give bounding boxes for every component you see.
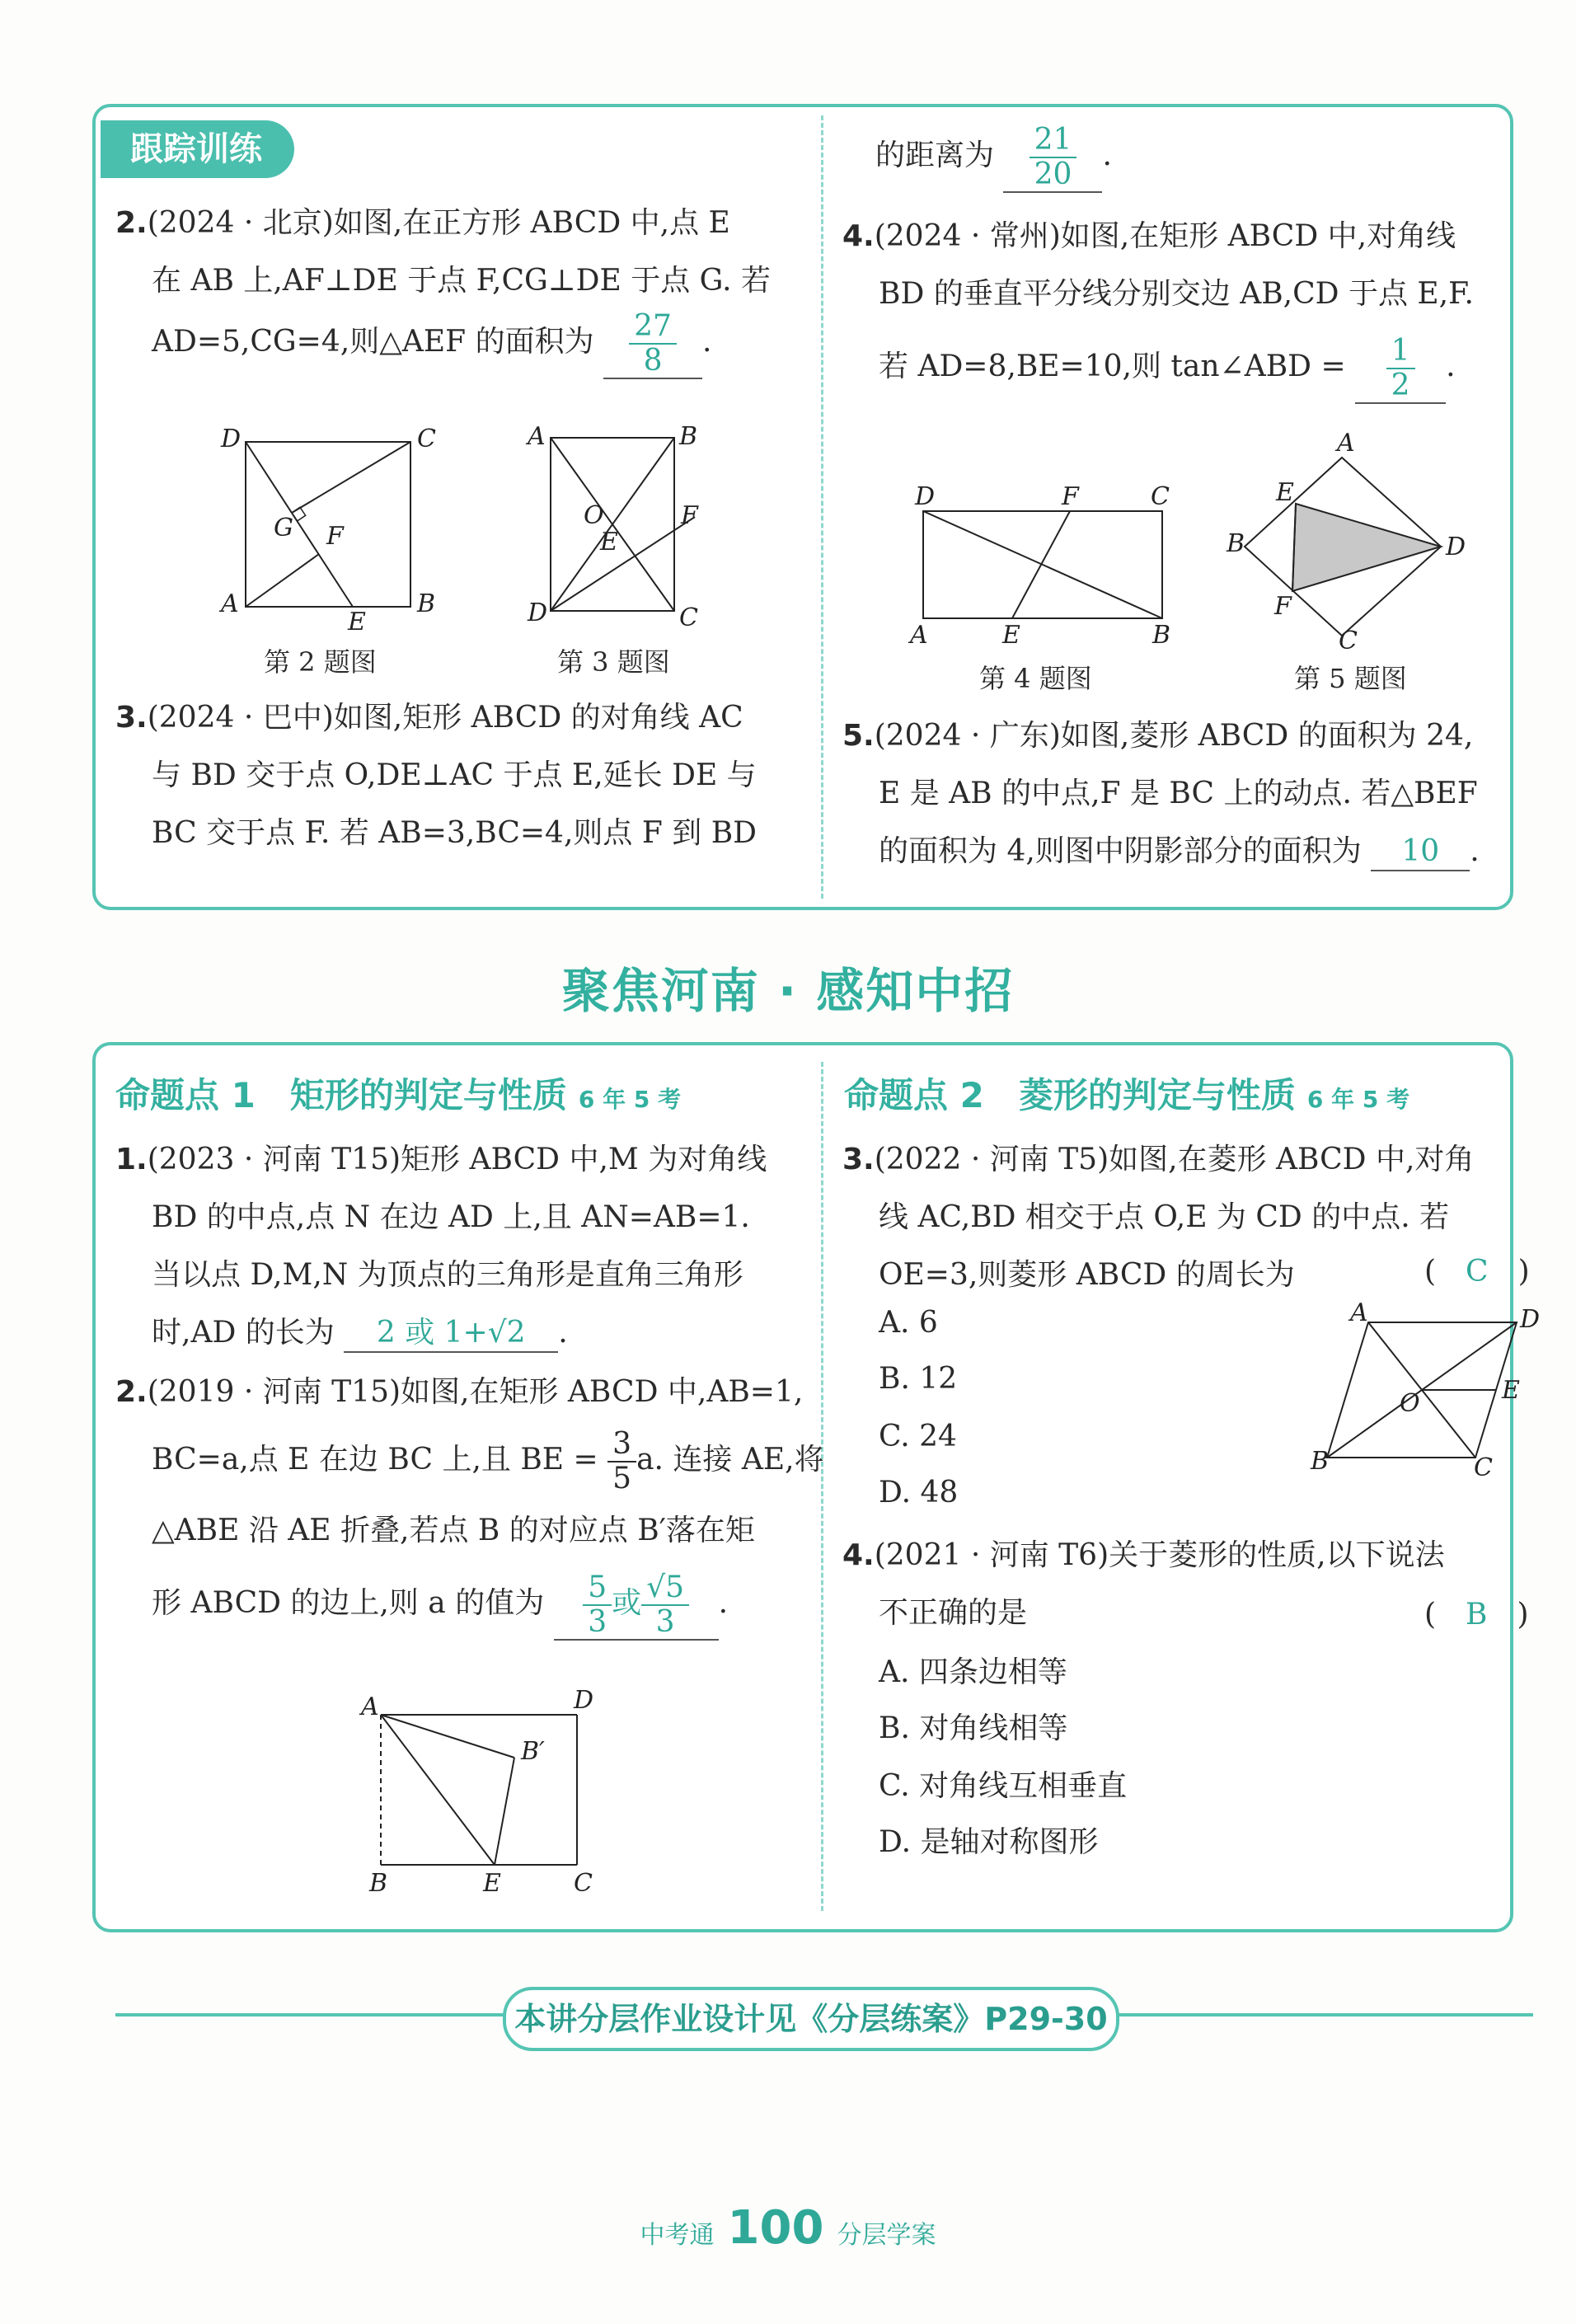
figure-3 bbox=[518, 416, 715, 635]
section-title: 聚焦河南 · 感知中招 bbox=[561, 963, 1015, 1019]
henan-q4-answer: ( B ) bbox=[1424, 1598, 1529, 1631]
henan-question-3: 3.(2022 · 河南 T5)如图,在菱形 ABCD 中,对角 线 AC,BD 相交于点 O,E 为 CD 的中点. 若 OE=3,则菱形 ABCD 的周长为 bbox=[842, 1143, 1475, 1292]
figure-3-caption: 第 3 题图 bbox=[557, 646, 670, 678]
figure-5 bbox=[1227, 429, 1474, 655]
henan-q3-option-a: A. 6 bbox=[879, 1306, 938, 1340]
svg-text:O: O bbox=[584, 501, 604, 530]
svg-text:B: B bbox=[1152, 621, 1171, 650]
henan-q3-option-d: D. 48 bbox=[879, 1476, 959, 1509]
henan-q4-option-d: D. 是轴对称图形 bbox=[879, 1825, 1099, 1859]
svg-text:C: C bbox=[1339, 627, 1358, 655]
svg-text:D: D bbox=[221, 425, 242, 453]
svg-text:C: C bbox=[679, 603, 698, 632]
homework-note: 本讲分层作业设计见《分层练案》P29-30 bbox=[503, 1987, 1119, 2051]
svg-text:B: B bbox=[679, 422, 698, 451]
svg-text:G: G bbox=[274, 514, 293, 542]
henan-q4-option-c: C. 对角线互相垂直 bbox=[879, 1769, 1128, 1803]
svg-text:C: C bbox=[1151, 482, 1170, 511]
henan-question-2: 2.(2019 · 河南 T15)如图,在矩形 ABCD 中,AB=1, BC=a,点 E 在边 BC 上,且 BE = $\frac{3}{5}$ a. 连接 AE,将 △ABE 沿 AE 折叠,若点 B 的对应点 B′落在矩 形 ABCD 的边上,则 a 的值为 $\frac{5}{3}$ 或 $\frac{√5}{3}$ . bbox=[115, 1375, 824, 1639]
svg-text:B: B bbox=[417, 589, 436, 618]
svg-text:D: D bbox=[915, 482, 936, 511]
svg-text:A: A bbox=[1350, 1298, 1368, 1327]
question-number: 2. bbox=[115, 1375, 148, 1409]
figure-henan-3 bbox=[1311, 1298, 1541, 1482]
svg-text:C: C bbox=[574, 1869, 593, 1898]
figure-4-caption: 第 4 题图 bbox=[979, 663, 1092, 694]
svg-text:E: E bbox=[1002, 621, 1020, 650]
question-3-continued: 的距离为 $\frac{21}{20}$ . bbox=[875, 123, 1112, 191]
henan-q3-option-b: B. 12 bbox=[879, 1362, 958, 1396]
point-2-title: 命题点 2 菱形的判定与性质 6 年 5 考 bbox=[844, 1075, 1410, 1115]
henan-question-1: 1.(2023 · 河南 T15)矩形 ABCD 中,M 为对角线 BD 的中点,点 N 在边 AD 上,且 AN=AB=1. 当以点 D,M,N 为顶点的三角形是直角三角形 时,AD 的长为 2 或 1+√2 . bbox=[115, 1131, 824, 1362]
question-number: 3. bbox=[115, 701, 148, 735]
answer-blank: 10 bbox=[1371, 833, 1470, 871]
tracking-tag: 跟踪训练 bbox=[101, 120, 294, 178]
question-3: 3.(2024 · 巴中)如图,矩形 ABCD 的对角线 AC 与 BD 交于点 O,DE⊥AC 于点 E,延长 DE 与 BC 交于点 F. 若 AB=3,BC=4,则点 F 到 BD bbox=[115, 701, 758, 850]
henan-q3-answer: ( C ) bbox=[1424, 1255, 1530, 1289]
answer-blank: $\frac{27}{8}$ bbox=[603, 310, 702, 379]
question-number: 4. bbox=[842, 1538, 875, 1572]
question-4: 4.(2024 · 常州)如图,在矩形 ABCD 中,对角线 BD 的垂直平分线分别交边 AB,CD 于点 E,F. 若 AD=8,BE=10,则 tan∠ABD = $\frac{1}{2}$ . bbox=[842, 219, 1474, 402]
svg-text:D: D bbox=[1520, 1305, 1541, 1334]
figure-2 bbox=[216, 420, 436, 636]
question-number: 5. bbox=[842, 719, 875, 753]
henan-q4-option-b: B. 对角线相等 bbox=[879, 1711, 1068, 1745]
svg-text:F: F bbox=[1062, 482, 1079, 511]
figure-2-caption: 第 2 题图 bbox=[264, 646, 377, 678]
answer-blank: $\frac{5}{3}$ 或 $\frac{√5}{3}$ bbox=[554, 1571, 719, 1641]
svg-text:E: E bbox=[1502, 1376, 1520, 1405]
svg-text:C: C bbox=[417, 425, 436, 453]
svg-text:A: A bbox=[910, 621, 928, 650]
henan-question-4: 4.(2021 · 河南 T6)关于菱形的性质,以下说法 不正确的是 bbox=[842, 1538, 1445, 1630]
question-5: 5.(2024 · 广东)如图,菱形 ABCD 的面积为 24, E 是 AB 的中点,F 是 BC 上的动点. 若△BEF 的面积为 4,则图中阴影部分的面积为 10 . bbox=[842, 707, 1518, 880]
question-number: 3. bbox=[842, 1143, 875, 1176]
svg-text:D: D bbox=[528, 599, 548, 627]
svg-text:D: D bbox=[574, 1686, 594, 1715]
figure-4 bbox=[905, 478, 1185, 651]
question-number: 2. bbox=[115, 206, 148, 240]
svg-text:E: E bbox=[348, 608, 366, 636]
svg-text:E: E bbox=[600, 528, 618, 556]
henan-q3-option-c: C. 24 bbox=[879, 1420, 957, 1453]
svg-text:A: A bbox=[361, 1693, 379, 1721]
svg-text:O: O bbox=[1400, 1389, 1420, 1418]
page-number: 中考通 100 分层学案 bbox=[640, 2201, 936, 2255]
svg-text:B′: B′ bbox=[521, 1737, 545, 1766]
question-number: 4. bbox=[842, 219, 875, 253]
svg-text:A: A bbox=[1337, 429, 1355, 458]
svg-text:D: D bbox=[1446, 533, 1466, 561]
figure-henan-2 bbox=[353, 1682, 617, 1896]
svg-text:E: E bbox=[1276, 478, 1294, 507]
answer-blank: $\frac{1}{2}$ bbox=[1355, 335, 1446, 404]
svg-text:F: F bbox=[1274, 592, 1292, 621]
answer-blank: 2 或 1+√2 bbox=[344, 1315, 558, 1353]
henan-q4-option-a: A. 四条边相等 bbox=[879, 1655, 1067, 1689]
svg-text:B: B bbox=[1227, 529, 1245, 558]
svg-text:B: B bbox=[369, 1869, 388, 1898]
answer-blank: $\frac{21}{20}$ bbox=[1003, 124, 1102, 193]
svg-text:E: E bbox=[483, 1869, 501, 1898]
point-1-title: 命题点 1 矩形的判定与性质 6 年 5 考 bbox=[115, 1075, 682, 1115]
svg-text:A: A bbox=[528, 422, 546, 451]
svg-text:F: F bbox=[326, 522, 344, 551]
figure-5-caption: 第 5 题图 bbox=[1294, 663, 1407, 694]
svg-text:C: C bbox=[1474, 1453, 1493, 1482]
svg-text:B: B bbox=[1311, 1447, 1330, 1476]
svg-text:A: A bbox=[221, 589, 239, 618]
question-2: 2.(2024 · 北京)如图,在正方形 ABCD 中,点 E 在 AB 上,AF⊥DE 于点 F,CG⊥DE 于点 G. 若 AD=5,CG=4,则△AEF 的面积为 $\frac{27}{8}$ . bbox=[115, 206, 772, 378]
question-number: 1. bbox=[115, 1143, 148, 1176]
svg-text:F: F bbox=[681, 501, 698, 530]
